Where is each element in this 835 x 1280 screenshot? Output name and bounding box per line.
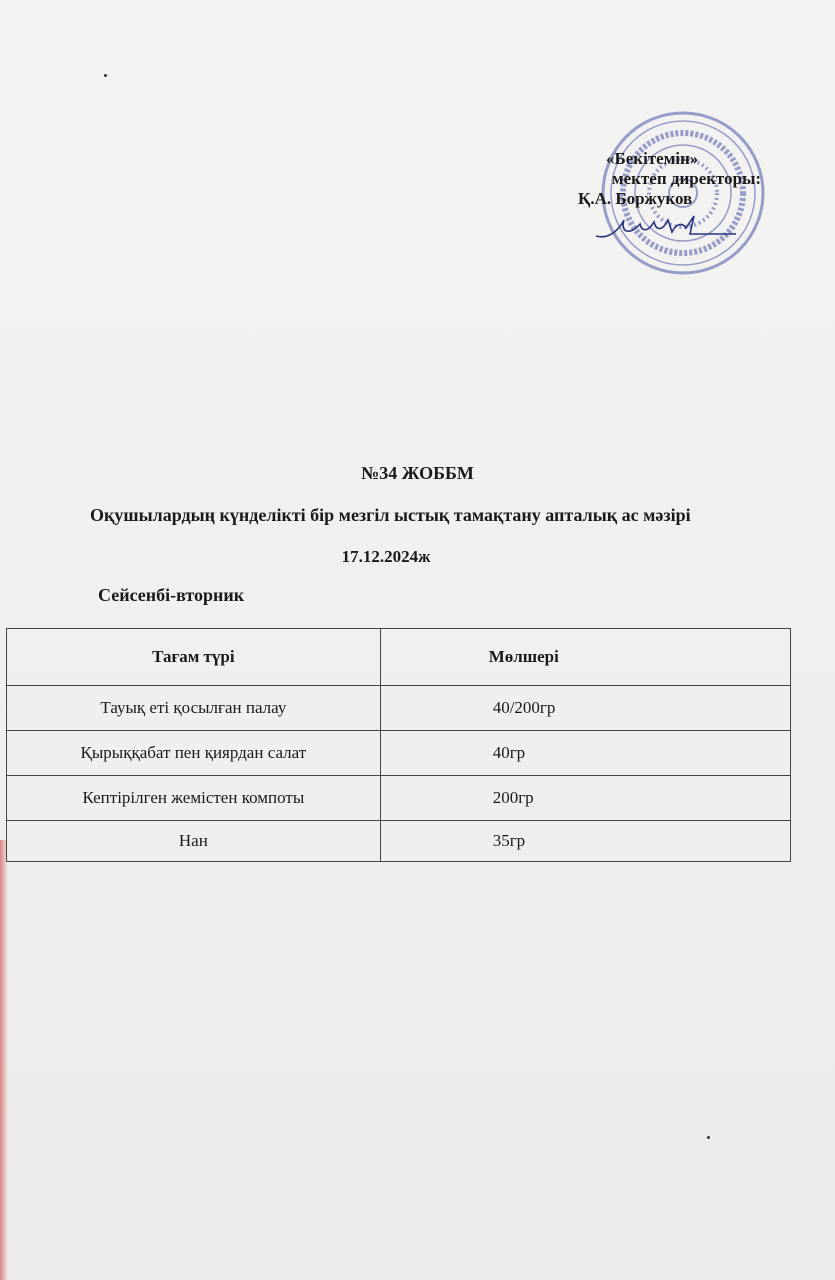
day-of-week: Сейсенбі-вторник [98, 585, 245, 605]
page-edge [0, 840, 8, 1280]
approval-position: мектеп директоры: [612, 169, 762, 188]
amount-cell: 40гр [380, 731, 790, 776]
dish-cell: Қырыққабат пен қиярдан салат [7, 731, 381, 776]
amount-cell: 35гр [380, 821, 790, 862]
approval-name: Қ.А. Боржуков [578, 189, 693, 208]
amount-cell: 200гр [380, 776, 790, 821]
table-row [7, 686, 791, 731]
menu-title: Оқушылардың күнделікті бір мезгіл ыстық тамақтану апталық ас мәзірі [90, 505, 691, 525]
speck [104, 74, 107, 77]
table-row [7, 821, 791, 862]
table-row [7, 731, 791, 776]
amount-cell: 40/200гр [380, 686, 790, 731]
signature-icon [590, 210, 740, 250]
table-header-row [7, 629, 791, 686]
column-header-dish: Тағам түрі [7, 629, 381, 686]
dish-cell: Кептірілген жемістен компоты [7, 776, 381, 821]
approval-title: «Бекітемін» [606, 149, 699, 168]
school-name: №34 ЖОББМ [361, 463, 474, 483]
speck [707, 1136, 710, 1139]
menu-date: 17.12.2024ж [341, 547, 431, 566]
menu-table [6, 628, 791, 862]
dish-cell: Тауық еті қосылған палау [7, 686, 381, 731]
column-header-amount: Мөлшері [380, 629, 790, 686]
dish-cell: Нан [7, 821, 381, 862]
table-row [7, 776, 791, 821]
